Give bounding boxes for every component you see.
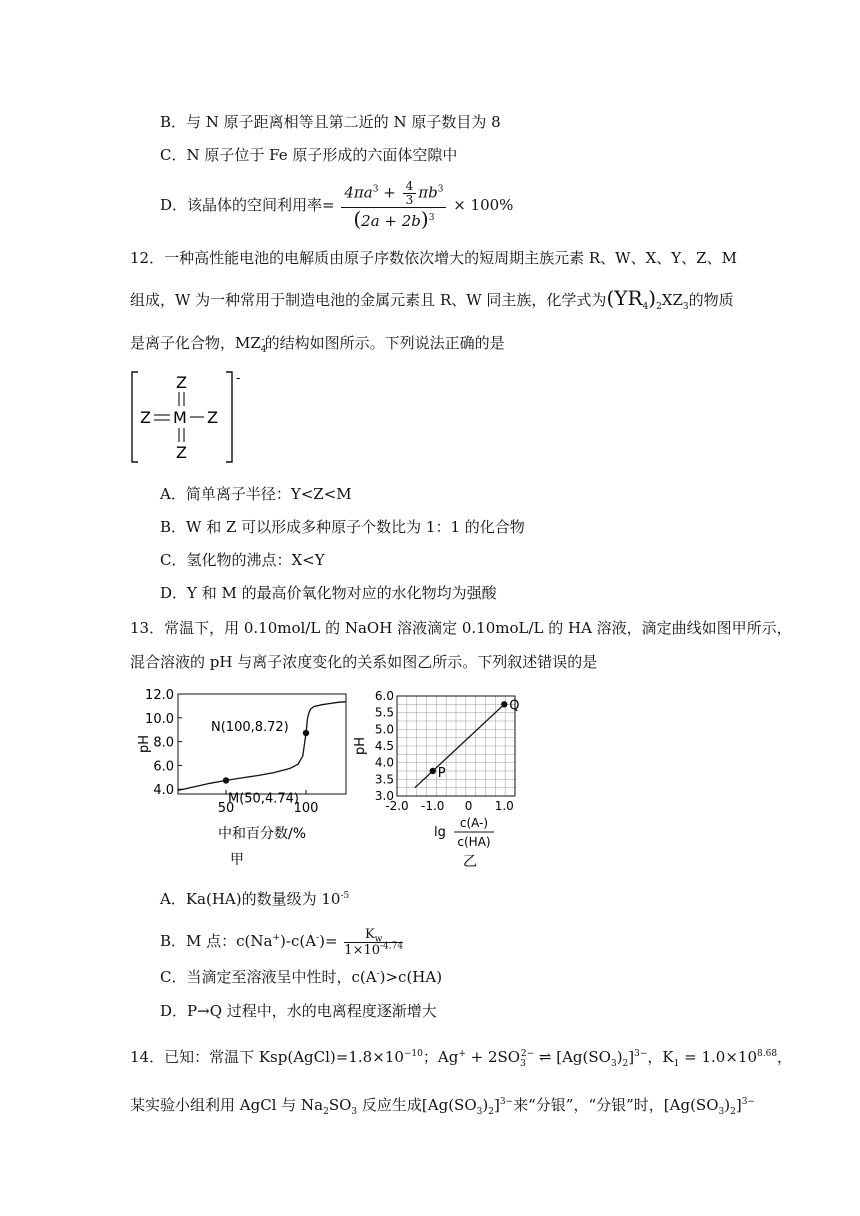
atom-z-right: Z bbox=[207, 408, 218, 427]
sub-4: 4 bbox=[642, 302, 649, 312]
c1-sub2: 2 bbox=[622, 1059, 629, 1069]
q14-plus: + 2SO bbox=[465, 1048, 521, 1066]
so3-sub: 3 bbox=[520, 1059, 526, 1069]
y-tick-label: 10.0 bbox=[145, 711, 174, 727]
q11-option-d bbox=[160, 179, 514, 231]
na2-sub: 2 bbox=[323, 1107, 329, 1117]
x-axis-label-num: c(A-) bbox=[459, 816, 489, 830]
q12-line2-text: 组成，W 为一种常用于制造电池的金属元素且 R、W 同主族，化学式为 bbox=[130, 291, 607, 309]
y-tick-label: 5.0 bbox=[374, 722, 394, 737]
mz4-sub: 4 bbox=[260, 345, 267, 355]
complex-2: [Ag(SO bbox=[421, 1096, 477, 1114]
num-term-a: 4πa bbox=[344, 183, 373, 202]
four-thirds-den: 3 bbox=[405, 193, 414, 207]
num-term-b: πb bbox=[418, 183, 438, 202]
x-tick-label: 0 bbox=[464, 799, 473, 813]
q13-a-text: A．Ka(HA)的数量级为 10 bbox=[160, 890, 341, 908]
x-tick-label: -1.0 bbox=[421, 799, 445, 813]
denominator: 2a + 2b bbox=[361, 212, 421, 230]
c2-sub2: 2 bbox=[488, 1107, 494, 1117]
kw-den: 1×10 bbox=[344, 942, 381, 958]
complex-3: [Ag(SO bbox=[663, 1096, 719, 1114]
q12-option-b: B．W 和 Z 可以形成多种原子个数比为 1：1 的化合物 bbox=[160, 518, 525, 536]
kw-fraction bbox=[344, 927, 403, 958]
q12-option-a: A．简单离子半径：Y<Z<M bbox=[160, 485, 352, 503]
num-term-a-exp: 3 bbox=[372, 184, 379, 195]
denominator-exp: 3 bbox=[428, 213, 435, 223]
chart-caption: 乙 bbox=[463, 854, 477, 870]
x-tick-label: -2.0 bbox=[385, 799, 409, 813]
c1-charge: 3− bbox=[634, 1049, 648, 1059]
y-tick-label: 6.0 bbox=[153, 759, 174, 775]
y-tick-label: 4.5 bbox=[374, 739, 394, 753]
atom-z-top: Z bbox=[176, 373, 187, 392]
q11-option-b: B．与 N 原子距离相等且第二近的 N 原子数目为 8 bbox=[160, 113, 501, 131]
point-q-label: Q bbox=[509, 698, 520, 714]
q13-b-text2: )-c(A bbox=[280, 932, 317, 950]
k1-exp: 8.68 bbox=[757, 1049, 778, 1059]
q14-text4: 来“分银”，“分银”时， bbox=[513, 1096, 664, 1114]
q14-sep: ；Ag bbox=[422, 1048, 459, 1066]
kw-den-exp: -4.74 bbox=[380, 941, 404, 952]
sub-2: 2 bbox=[656, 302, 662, 312]
point-n-label: N(100,8.72) bbox=[211, 720, 289, 736]
c2-charge: 3− bbox=[499, 1097, 514, 1107]
ph-log-ratio-chart bbox=[352, 684, 522, 884]
kw-k: K bbox=[364, 926, 375, 942]
q12-stem-line3 bbox=[130, 333, 505, 353]
c3-charge: 3− bbox=[741, 1097, 755, 1107]
q13-c-charge: - bbox=[376, 969, 380, 979]
q12-stem-line1: 12．一种高性能电池的电解质由原子序数依次增大的短周期主族元素 R、W、X、Y、Z、M bbox=[130, 249, 737, 267]
q14-stem-line1 bbox=[130, 1042, 792, 1072]
q13-c-text1: C．当滴定至溶液呈中性时，c(A bbox=[160, 968, 377, 986]
atom-z-bottom: Z bbox=[176, 443, 187, 462]
equilibrium-arrow: ⇌ bbox=[534, 1048, 557, 1066]
so3-sub-2: 3 bbox=[351, 1107, 358, 1117]
point-m-label: M(50,4.74) bbox=[228, 791, 299, 807]
ag-charge: + bbox=[458, 1049, 466, 1059]
y-tick-label: 4.0 bbox=[153, 783, 174, 799]
q13-stem-line2: 混合溶液的 pH 与离子浓度变化的关系如图乙所示。下列叙述错误的是 bbox=[130, 653, 598, 671]
y-tick-label: 3.0 bbox=[374, 789, 394, 803]
point-m bbox=[223, 777, 229, 783]
q13-stem-line1: 13．常温下，用 0.10mol/L 的 NaOH 溶液滴定 0.10moL/L 的 HA 溶液，滴定曲线如图甲所示， bbox=[130, 619, 792, 637]
chart-caption: 甲 bbox=[230, 852, 244, 868]
q11-option-c: C．N 原子位于 Fe 原子形成的六面体空隙中 bbox=[160, 146, 458, 164]
q12-line2-end: 的物质 bbox=[688, 291, 734, 309]
y-tick-label: 5.5 bbox=[374, 705, 394, 720]
kw-sub: w bbox=[374, 934, 383, 945]
c2-close: ] bbox=[493, 1096, 500, 1114]
y-axis-label: pH bbox=[137, 734, 152, 754]
ksp-exp: −10 bbox=[403, 1049, 423, 1059]
q11-option-d-prefix: D．该晶体的空间利用率 bbox=[160, 196, 323, 214]
point-q bbox=[501, 701, 507, 707]
point-p bbox=[430, 768, 436, 774]
q13-option-d: D．P→Q 过程中，水的电离程度逐渐增大 bbox=[160, 1002, 437, 1020]
point-n bbox=[303, 730, 309, 736]
q12-stem-line2 bbox=[130, 288, 734, 310]
equals-sign: = bbox=[322, 196, 335, 214]
num-term-b-exp: 3 bbox=[437, 184, 444, 195]
atom-z-left: Z bbox=[140, 408, 151, 427]
formula-yr4: (YR bbox=[606, 286, 643, 310]
x-tick-label: 1.0 bbox=[494, 799, 514, 813]
ksp-value: =1.8×10 bbox=[335, 1048, 404, 1066]
x-axis-label: 中和百分数/% bbox=[217, 826, 307, 842]
agcl: (AgCl) bbox=[287, 1048, 336, 1066]
q12-option-c: C．氢化物的沸点：X<Y bbox=[160, 551, 325, 569]
q14-text3: 反应生成 bbox=[357, 1096, 422, 1114]
q13-b-text1: B．M 点：c(Na bbox=[160, 932, 273, 950]
paren-close: ) bbox=[648, 286, 657, 310]
sub-3: 3 bbox=[682, 302, 689, 312]
complex-1: [Ag(SO bbox=[556, 1048, 611, 1066]
k1-sub: 1 bbox=[673, 1059, 680, 1069]
k1-label: ，K bbox=[647, 1048, 674, 1066]
so-text: SO bbox=[328, 1096, 352, 1114]
y-tick-label: 4.0 bbox=[374, 755, 394, 770]
x-axis-label-den: c(HA) bbox=[457, 835, 491, 849]
point-p-label: P bbox=[437, 766, 446, 781]
q13-b-text3: )= bbox=[319, 932, 338, 950]
q13-option-c bbox=[160, 967, 442, 987]
packing-fraction: $4\pi a^3$ + $\frac{4}{3}$ $\pi b^3$ $(2a + 2b)^3$ bbox=[341, 180, 446, 232]
q13-a-exp: -5 bbox=[340, 891, 350, 901]
x-tick-label: 50 bbox=[217, 801, 235, 816]
a-charge: - bbox=[316, 933, 320, 943]
q14-text2: 某实验小组利用 AgCl 与 Na bbox=[130, 1096, 324, 1114]
k1-value: = 1.0×10 bbox=[679, 1048, 757, 1066]
c1-mid: ) bbox=[616, 1048, 623, 1066]
percent-suffix: × 100% bbox=[453, 196, 514, 214]
left-bracket bbox=[132, 372, 138, 462]
y-tick-label: 3.5 bbox=[374, 772, 394, 787]
c3-sub3: 3 bbox=[718, 1107, 725, 1117]
mz4-structure-diagram bbox=[128, 368, 258, 468]
c1-sub3: 3 bbox=[610, 1059, 617, 1069]
q12-line3-text: 是离子化合物，MZ bbox=[130, 334, 261, 352]
q14-text1: 14．已知：常温下 Ksp bbox=[130, 1048, 288, 1066]
so3-charge: 2− bbox=[520, 1049, 535, 1059]
right-bracket bbox=[226, 372, 232, 462]
y-tick-label: 8.0 bbox=[153, 735, 174, 751]
c1-close: ] bbox=[628, 1048, 635, 1066]
four-thirds-num: 4 bbox=[403, 180, 417, 194]
q12-option-d: D．Y 和 M 的最高价氧化物对应的水化物均为强酸 bbox=[160, 584, 497, 602]
q14-line1-end: ， bbox=[777, 1048, 793, 1066]
four-thirds bbox=[403, 180, 417, 207]
titration-curve-chart bbox=[128, 684, 358, 884]
na-charge: + bbox=[272, 933, 281, 943]
titration-curve bbox=[178, 702, 346, 791]
y-axis-label: pH bbox=[353, 736, 368, 756]
mz4-charge: - bbox=[261, 335, 265, 345]
q13-c-text2: )>c(HA) bbox=[379, 968, 443, 986]
x-axis-label-lg: lg bbox=[434, 825, 446, 840]
c3-mid: ) bbox=[724, 1096, 731, 1114]
q13-option-a bbox=[160, 889, 349, 909]
y-tick-label: 6.0 bbox=[374, 689, 394, 703]
plus-sign: + bbox=[378, 183, 401, 202]
c3-sub2: 2 bbox=[730, 1107, 736, 1117]
q13-option-b bbox=[160, 926, 405, 956]
c3-close: ] bbox=[735, 1096, 742, 1114]
plot-frame bbox=[178, 694, 346, 794]
c2-mid: ) bbox=[482, 1096, 489, 1114]
q14-stem-line2 bbox=[130, 1090, 755, 1120]
structure-charge: - bbox=[236, 371, 241, 385]
x-tick-label: 100 bbox=[293, 801, 319, 816]
y-tick-label: 12.0 bbox=[145, 688, 174, 703]
atom-m-center: M bbox=[173, 408, 187, 427]
c2-sub3: 3 bbox=[476, 1107, 483, 1117]
q12-line3-end: 的结构如图所示。下列说法正确的是 bbox=[264, 334, 505, 352]
formula-xz: XZ bbox=[661, 291, 683, 309]
